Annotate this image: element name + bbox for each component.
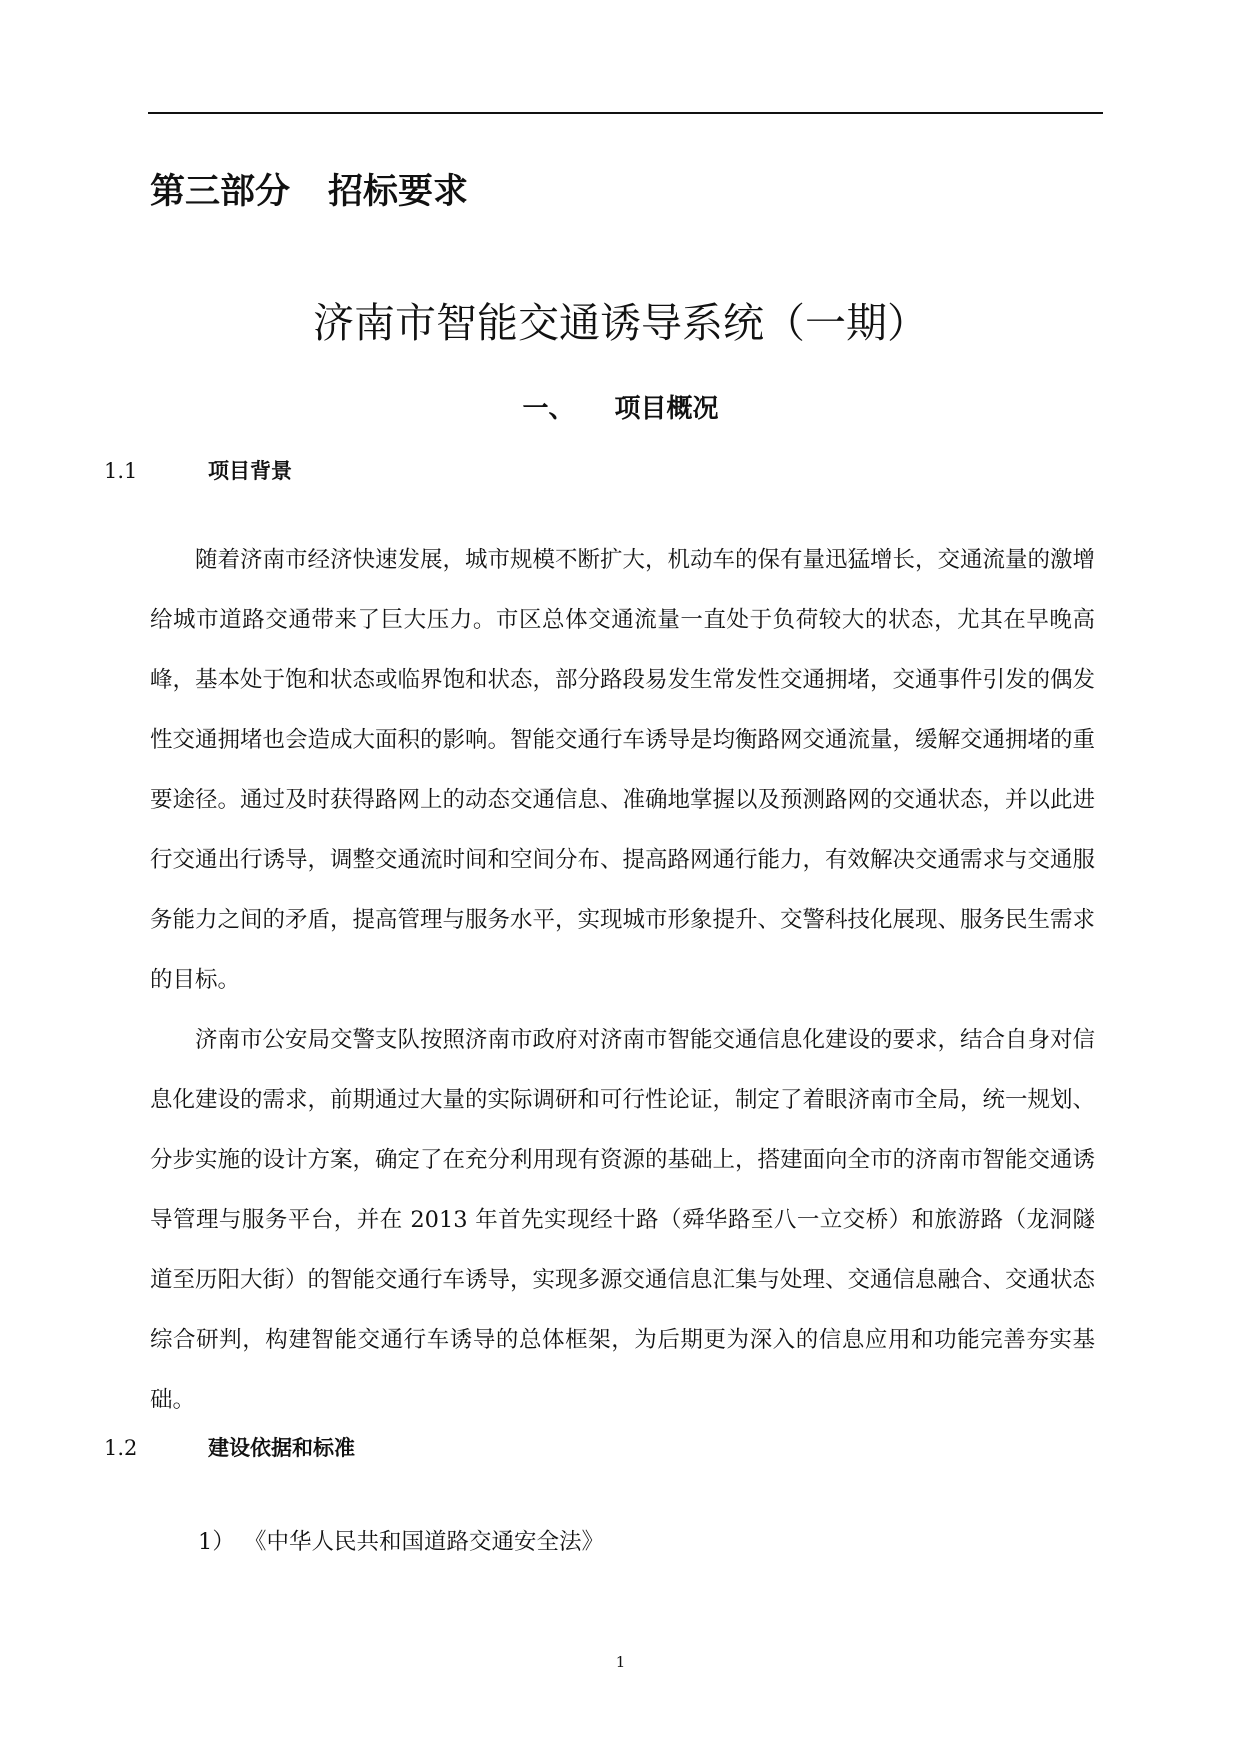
section-title: 项目背景 xyxy=(208,459,292,483)
chapter-title: 项目概况 xyxy=(614,394,719,424)
header-rule xyxy=(148,112,1103,114)
section-number: 1.2 xyxy=(104,1436,138,1460)
section-body-1-1 xyxy=(150,530,1095,1430)
section-title: 建设依据和标准 xyxy=(208,1436,355,1460)
section-heading-1-2 xyxy=(104,1433,355,1463)
chapter-heading xyxy=(0,390,1241,428)
section-number: 1.1 xyxy=(104,459,138,483)
list-item xyxy=(198,1525,604,1559)
section-heading-1-1 xyxy=(104,456,292,486)
body-paragraph: 济南市公安局交警支队按照济南市政府对济南市智能交通信息化建设的要求，结合自身对信息化建设的需求，前期通过大量的实际调研和可行性论证，制定了着眼济南市全局，统一规划、分步实施的设计方案，确定了在充分利用现有资源的基础上，搭建面向全市的济南市智能交通诱导管理与服务平台，并在 2013 年首先实现经十路（舜华路至八一立交桥）和旅游路（龙洞隧道至历阳大街）的智能交通行车诱导，实现多源交通信息汇集与处理、交通信息融合、交通状态综合研判，构建智能交通行车诱导的总体框架，为后期更为深入的信息应用和功能完善夯实基础。 xyxy=(150,1027,1096,1413)
document-title: 济南市智能交通诱导系统（一期） xyxy=(313,299,928,347)
part-title: 招标要求 xyxy=(328,172,469,212)
chapter-number: 一、 xyxy=(522,394,575,424)
list-marker: 1） xyxy=(198,1529,235,1555)
part-heading xyxy=(150,168,468,216)
body-paragraph: 随着济南市经济快速发展，城市规模不断扩大，机动车的保有量迅猛增长，交通流量的激增给城市道路交通带来了巨大压力。市区总体交通流量一直处于负荷较大的状态，尤其在早晚高峰，基本处于饱和状态或临界饱和状态，部分路段易发生常发性交通拥堵，交通事件引发的偶发性交通拥堵也会造成大面积的影响。智能交通行车诱导是均衡路网交通流量，缓解交通拥堵的重要途径。通过及时获得路网上的动态交通信息、准确地掌握以及预测路网的交通状态，并以此进行交通出行诱导，调整交通流时间和空间分布、提高路网通行能力，有效解决交通需求与交通服务能力之间的矛盾，提高管理与服务水平，实现城市形象提升、交警科技化展现、服务民生需求的目标。 xyxy=(150,547,1096,993)
page-number: 1 xyxy=(615,1653,626,1671)
list-item-text: 《中华人民共和国道路交通安全法》 xyxy=(244,1529,605,1555)
part-number: 第三部分 xyxy=(150,172,291,212)
